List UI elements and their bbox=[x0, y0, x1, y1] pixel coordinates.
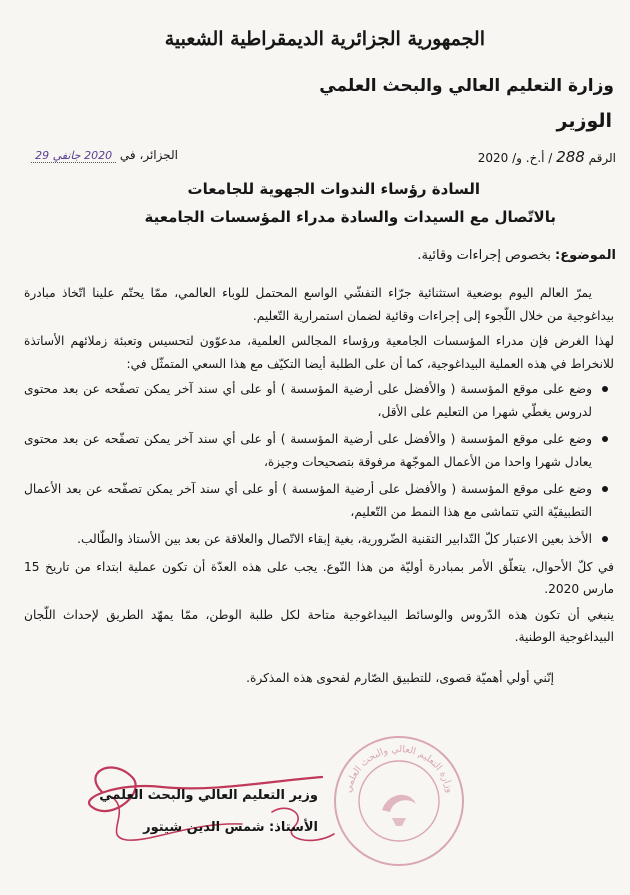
paragraph-context: يمرّ العالم اليوم بوضعية استثنائية جرّاء التفشّي الواسع المحتمل للوباء العالمي، ممّا يحتّم علينا اتّخاذ مبادرة بيداغوجية من خلال اللّجوء إلى إجراءات وقائية لضمان استمرارية التّعليم. bbox=[24, 286, 614, 323]
reference-line bbox=[478, 148, 616, 166]
closing-line: إنّني أولي أهميّة قصوى، للتطبيق الصّارم لفحوى هذه المذكرة. bbox=[246, 670, 554, 685]
subject-label: الموضوع: bbox=[555, 248, 616, 263]
signatory-name: الأستاذ: شمس الدين شيتور bbox=[143, 820, 318, 835]
measure-item: وضع على موقع المؤسسة ( والأفضل على أرضية المؤسسة ) أو على أي سند آخر يمكن تصفّحه عن بعد الأعمال التطبيقيّة التي تتماشى مع هذا النمط من التّعليم، bbox=[24, 478, 592, 523]
signature-block bbox=[88, 768, 318, 848]
paragraph-availability: ينبغي أن تكون هذه الدّروس والوسائط البيداغوجية متاحة لكل طلبة الوطن، ممّا يمهّد الطريق لإحداث اللّجان البيداغوجية الوطنية. bbox=[24, 607, 614, 644]
handwritten-date: 2020 جانفي 29 bbox=[31, 149, 116, 163]
paragraph-start-date: في كلّ الأحوال، يتعلّق الأمر بمبادرة أوليّة من هذا النّوع. يجب على هذه العدّة أن تكون عملية ابتداء من تاريخ 15 مارس 2020. bbox=[24, 559, 614, 596]
reference-label: الرقم bbox=[588, 151, 616, 165]
measures-list bbox=[24, 378, 614, 551]
minister-header: الوزير bbox=[556, 110, 612, 132]
letter-body bbox=[24, 282, 614, 692]
seal-text: وزارة التعليم العالي والبحث العلمي bbox=[342, 743, 456, 794]
paragraph-purpose: لهذا الغرض فإن مدراء المؤسسات الجامعية ورؤساء المجالس العلمية، مدعوّون لتحسيس وتعبئة زملائهم الأساتذة للانخراط في هذه العملية البيداغوجية، كما أن على الطلبة أيضا التكيّف مع هذا السعي المتمثّل في: bbox=[24, 334, 614, 371]
place-date bbox=[31, 148, 178, 162]
subject-text: بخصوص إجراءات وقائية. bbox=[417, 248, 551, 263]
republic-header: الجمهورية الجزائرية الديمقراطية الشعبية bbox=[164, 28, 485, 50]
signatory-title: وزير التعليم العالي والبحث العلمي bbox=[99, 788, 318, 803]
ministry-header: وزارة التعليم العالي والبحث العلمي bbox=[319, 76, 614, 96]
addressee-line-2: بالاتّصال مع السيدات والسادة مدراء المؤسسات الجامعية bbox=[144, 208, 556, 226]
reference-number: 288 bbox=[556, 148, 585, 166]
official-seal bbox=[330, 732, 468, 870]
subject-line bbox=[417, 248, 616, 263]
reference-code: / أ.خ. و/ 2020 bbox=[477, 151, 553, 165]
place-label: الجزائر، في bbox=[119, 148, 178, 162]
measure-item: وضع على موقع المؤسسة ( والأفضل على أرضية المؤسسة ) أو على أي سند آخر يمكن تصفّحه عن بعد محتوى لدروس يغطّي شهرا من التعليم على الأقل، bbox=[24, 378, 592, 423]
addressee-line-1: السادة رؤساء الندوات الجهوية للجامعات bbox=[187, 180, 480, 198]
measure-item: الأخذ بعين الاعتبار كلّ التّدابير التقنية الضّرورية، بغية إبقاء الاتّصال والعلاقة عن بعد بين الأستاذ والطّالب. bbox=[24, 528, 592, 551]
measure-item: وضع على موقع المؤسسة ( والأفضل على أرضية المؤسسة ) أو على أي سند آخر يمكن تصفّحه عن بعد محتوى يعادل شهرا واحدا من الأعمال الموجّهة مرفوقة بتصحيحات وجيزة، bbox=[24, 428, 592, 473]
